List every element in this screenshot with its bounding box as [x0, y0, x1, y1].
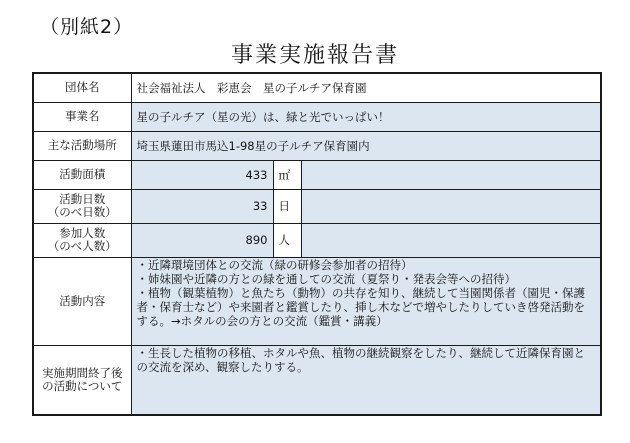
area-value: 433: [131, 160, 273, 189]
report-table: [32, 72, 602, 416]
location-value: 埼玉県蓮田市馬込1-98星の子ルチア保育園内: [131, 131, 601, 160]
organization-value: 社会福祉法人 彩恵会 星の子ルチア保育園: [131, 73, 601, 102]
after-value: ・生長した植物の移植、ホタルや魚、植物の継続観察をしたり、継続して近隣保育園との交流を深め、観察したりする。: [131, 345, 601, 415]
participants-blank-cell: [301, 223, 601, 257]
row-organization: [33, 73, 601, 102]
row-location: [33, 131, 601, 160]
organization-label: 団体名: [33, 73, 131, 102]
content-label: 活動内容: [33, 257, 131, 345]
document-title: 事業実施報告書: [230, 43, 399, 68]
days-label-line1: 活動日数: [59, 192, 106, 206]
row-after: [33, 345, 601, 415]
area-unit: ㎡: [273, 160, 301, 189]
days-label-line2: （のべ日数）: [47, 205, 117, 219]
content-item: ・近隣環境団体との交流（緑の研修会参加者の招待）: [136, 257, 413, 272]
content-item: ・植物（観葉植物）と魚たち（動物）の共存を知り、継続して当園関係者（園児・保護者・保育士など）や来園者と鑑賞したり、挿し木などで増やしたりしていき啓発活動をする。→ホタルの会の方との交流（鑑賞・講義）: [136, 285, 585, 328]
participants-label-line1: 参加人数: [59, 226, 106, 240]
after-label: 実施期間終了後の活動について: [33, 345, 131, 415]
content-value: [131, 257, 601, 345]
row-area: [33, 160, 601, 189]
row-content: [33, 257, 601, 345]
row-participants: [33, 223, 601, 257]
row-project: [33, 102, 601, 131]
location-label: 主な活動場所: [33, 131, 131, 160]
row-days: [33, 189, 601, 223]
project-value: 星の子ルチア（星の光）は、緑と光でいっぱい！: [131, 102, 601, 131]
days-unit: 日: [273, 189, 301, 223]
days-blank-cell: [301, 189, 601, 223]
days-value: 33: [131, 189, 273, 223]
content-item: ・姉妹園や近隣の方との緑を通しての交流（夏祭り・発表会等への招待）: [136, 271, 516, 286]
participants-unit: 人: [273, 223, 301, 257]
area-blank-cell: [301, 160, 601, 189]
participants-label: [33, 223, 131, 257]
days-label: [33, 189, 131, 223]
area-label: 活動面積: [33, 160, 131, 189]
participants-label-line2: （のべ人数）: [47, 239, 117, 253]
participants-value: 890: [131, 223, 273, 257]
project-label: 事業名: [33, 102, 131, 131]
annex-label: （別紙2）: [40, 16, 134, 38]
